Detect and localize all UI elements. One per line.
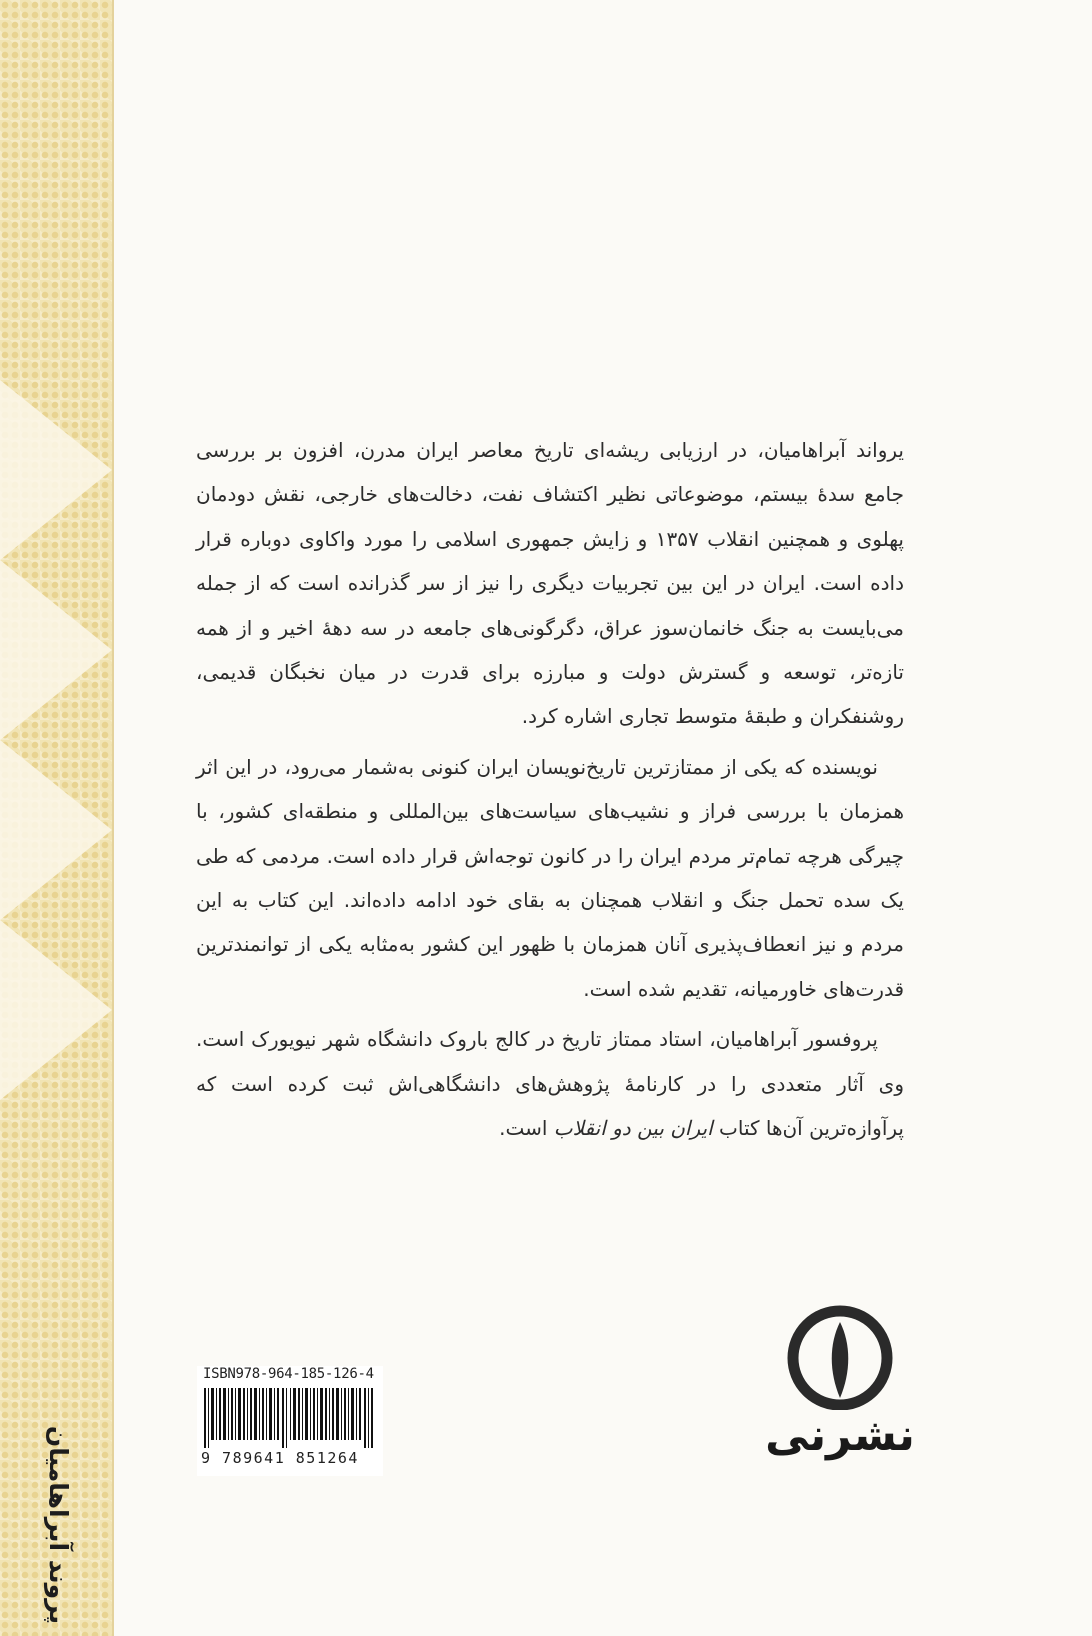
spine-triangle [0, 740, 112, 920]
spine-author-name: پروند آبراهامیان [44, 1425, 73, 1625]
spine-triangle [0, 560, 112, 740]
isbn-label: ISBN978-964-185-126-4 [203, 1366, 374, 1382]
book-title-italic: ایران بین دو انقلاب [553, 1116, 713, 1141]
blurb-paragraph-3-text: پروفسور آبراهامیان، استاد ممتاز تاریخ در کالج باروک دانشگاه شهر نیویورک است. وی آثار متعددی را در کارنامهٔ پژوهش‌های دانشگاهی‌اش ثبت کرده است که پرآوازه‌ترین آن‌ها کتاب [196, 1027, 904, 1141]
barcode-digits: 9 789641 851264 [201, 1449, 359, 1467]
publisher-name: نشرنی [765, 1410, 915, 1461]
spine-triangle-pattern [0, 0, 112, 1636]
blurb-paragraph-3 [196, 1017, 904, 1150]
spine-triangle [0, 380, 112, 560]
isbn-barcode-block [197, 1366, 383, 1476]
blurb-paragraph-1: یرواند آبراهامیان، در ارزیابی ریشه‌ای تاریخ معاصر ایران مدرن، افزون بر بررسی جامع سدهٔ بیستم، موضوعاتی نظیر اکتشاف نفت، دخالت‌های خارجی، نقش دودمان پهلوی و همچنین انقلاب ۱۳۵۷ و زایش جمهوری اسلامی را مورد واکاوی دوباره قرار داده است. ایران در این بین تجربیات دیگری را نیز از سر گذرانده است که از جمله می‌بایست به جنگ خانمان‌سوز عراق، دگرگونی‌های جامعه در سه دههٔ اخیر و از همه تازه‌تر، توسعه و گسترش دولت و مبارزه برای قدرت در میان نخبگان قدیمی، روشنفکران و طبقهٔ متوسط تجاری اشاره کرد. [196, 438, 904, 729]
spine-triangle [0, 920, 112, 1100]
blurb-paragraph-3-end: است. [499, 1116, 548, 1141]
back-cover-blurb [196, 428, 904, 1157]
barcode-icon [202, 1388, 378, 1448]
blurb-paragraph-2: نویسنده که یکی از ممتازترین تاریخ‌نویسان ایران کنونی به‌شمار می‌رود، در این اثر همزمان با بررسی فراز و نشیب‌های سیاست‌های بین‌المللی و منطقه‌ای کشور، با چیرگی هرچه تمام‌تر مردم ایران را در کانون توجه‌اش قرار داده است. مردمی که طی یک سده تحمل جنگ و انقلاب همچنان به بقای خود ادامه داده‌اند. این کتاب به این مردم و نیز انعطاف‌پذیری آنان همزمان با ظهور این کشور به‌مثابه یکی از توانمندترین قدرت‌های خاورمیانه، تقدیم شده است. [196, 754, 904, 1001]
publisher-logo-icon [775, 1300, 905, 1410]
book-spine-strip [0, 0, 114, 1636]
